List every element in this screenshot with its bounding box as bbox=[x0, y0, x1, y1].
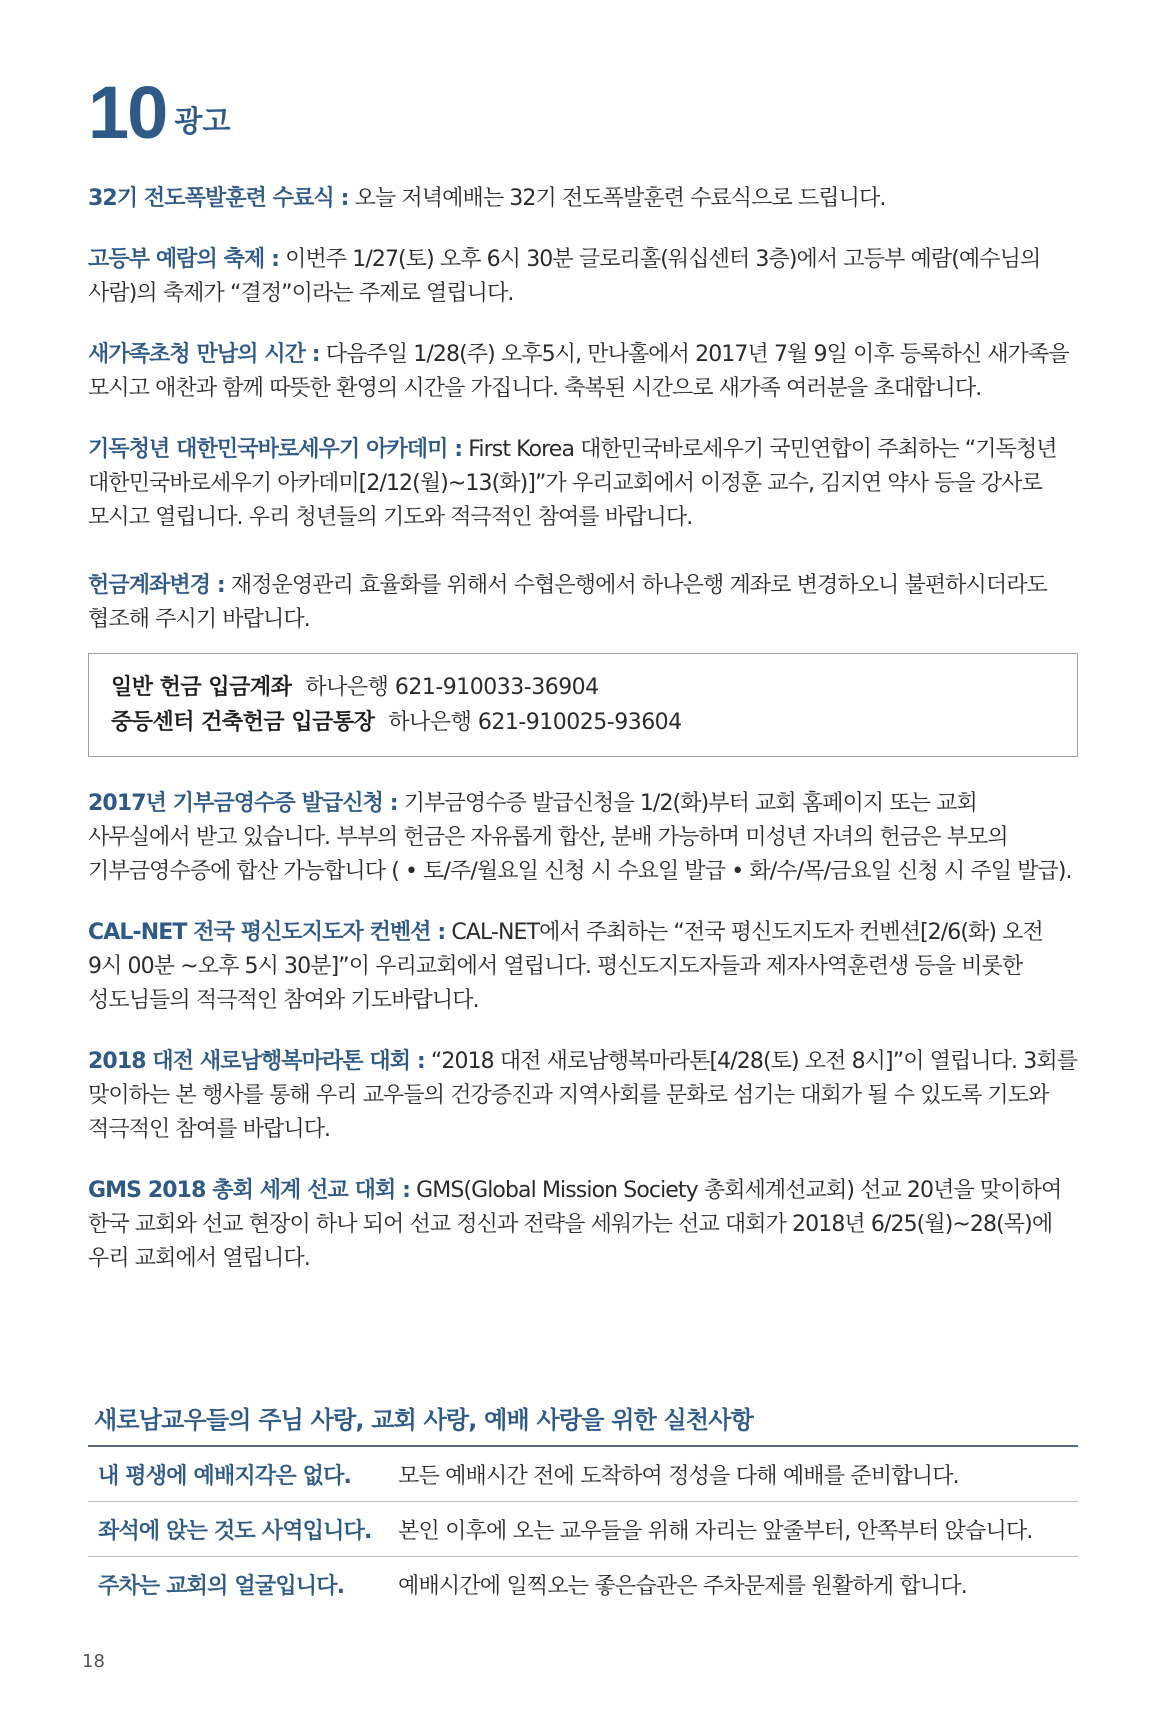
account-number: 하나은행 621-910033-36904 bbox=[305, 675, 599, 700]
notice-label: 새가족초청 만남의 시간 : bbox=[88, 342, 320, 367]
notice-label: 32기 전도폭발훈련 수료식 : bbox=[88, 186, 349, 211]
notice-text: CAL-NET에서 주최하는 “전국 평신도지도자 컨벤션[2/6(화) 오전 9시 00분 ~오후 5시 30분]”이 우리교회에서 열립니다. 평신도지도자들과 제자사역훈련생 등을 비롯한 성도님들의 적극적인 참여와 기도바랍니다. bbox=[88, 920, 1043, 1013]
notice-text: 재정운영관리 효율화를 위해서 수협은행에서 하나은행 계좌로 변경하오니 불편하시더라도 협조해 주시기 바랍니다. bbox=[88, 573, 1047, 632]
notice-item bbox=[88, 569, 1078, 637]
notice-item bbox=[88, 338, 1078, 406]
notice-text: 이번주 1/27(토) 오후 6시 30분 글로리홀(워십센터 3층)에서 고등부 예람(예수님의 사람)의 축제가 “결정”이라는 주제로 열립니다. bbox=[88, 247, 1041, 306]
notice-item bbox=[88, 243, 1078, 311]
practice-value: 본인 이후에 오는 교우들을 위해 자리는 앞줄부터, 안쪽부터 앉습니다. bbox=[398, 1518, 1033, 1544]
practice-key: 주차는 교회의 얼굴입니다. bbox=[98, 1573, 345, 1599]
notice-label: 헌금계좌변경 : bbox=[88, 573, 225, 598]
page-number: 18 bbox=[82, 1651, 105, 1672]
notice-item bbox=[88, 916, 1078, 1018]
practice-value: 모든 예배시간 전에 도착하여 정성을 다해 예배를 준비합니다. bbox=[398, 1463, 959, 1489]
account-label: 중등센터 건축헌금 입금통장 bbox=[111, 710, 375, 735]
notice-text: First Korea 대한민국바로세우기 국민연합이 주최하는 “기독청년 대한민국바로세우기 아카데미[2/12(월)~13(화)]”가 우리교회에서 이정훈 교수, 김지연 약사 등을 강사로 모시고 열립니다. 우리 청년들의 기도와 적극적인 참여를 바랍니다. bbox=[88, 437, 1057, 530]
section-header bbox=[88, 71, 231, 154]
notice-text: GMS(Global Mission Society 총회세계선교회) 선교 20년을 맞이하여 한국 교회와 선교 현장이 하나 되어 선교 정신과 전략을 세워가는 선교 대회가 2018년 6/25(월)~28(목)에 우리 교회에서 열립니다. bbox=[88, 1178, 1062, 1271]
notice-text: 기부금영수증 발급신청을 1/2(화)부터 교회 홈페이지 또는 교회 사무실에서 받고 있습니다. 부부의 헌금은 자유롭게 합산, 분배 가능하며 미성년 자녀의 헌금은 부모의 기부금영수증에 합산 가능합니다 ( • 토/주/월요일 신청 시 수요일 발급 • 화/수/목/금요일 신청 시 주일 발급). bbox=[88, 791, 1072, 884]
notice-label: 2018 대전 새로남행복마라톤 대회 : bbox=[88, 1049, 425, 1074]
notice-text: 오늘 저녁예배는 32기 전도폭발훈련 수료식으로 드립니다. bbox=[348, 186, 886, 211]
practice-title: 새로남교우들의 주님 사랑, 교회 사랑, 예배 사랑을 위한 실천사항 bbox=[88, 1400, 1078, 1447]
notice-text: “2018 대전 새로남행복마라톤[4/28(토) 오전 8시]”이 열립니다. 3회를 맞이하는 본 행사를 통해 우리 교우들의 건강증진과 지역사회를 문화로 섬기는 대회가 될 수 있도록 기도와 적극적인 참여를 바랍니다. bbox=[88, 1049, 1078, 1142]
section-title: 광고 bbox=[174, 104, 231, 138]
account-label: 일반 헌금 입금계좌 bbox=[111, 675, 292, 700]
notice-item bbox=[88, 1045, 1078, 1147]
notice-label: GMS 2018 총회 세계 선교 대회 : bbox=[88, 1178, 410, 1203]
practice-value: 예배시간에 일찍오는 좋은습관은 주차문제를 원활하게 합니다. bbox=[398, 1573, 967, 1599]
notice-list bbox=[88, 182, 1078, 1276]
account-box bbox=[88, 653, 1078, 757]
practice-key: 좌석에 앉는 것도 사역입니다. bbox=[98, 1518, 372, 1544]
notice-label: 2017년 기부금영수증 발급신청 : bbox=[88, 791, 398, 816]
notice-label: CAL-NET 전국 평신도지도자 컨벤션 : bbox=[88, 920, 446, 945]
notice-label: 고등부 예람의 축제 : bbox=[88, 247, 279, 272]
practice-row bbox=[88, 1447, 1078, 1502]
practice-row bbox=[88, 1502, 1078, 1557]
account-row bbox=[111, 670, 1055, 705]
notice-item bbox=[88, 433, 1078, 535]
notice-item bbox=[88, 182, 1078, 216]
practice-table bbox=[88, 1400, 1078, 1611]
section-number: 10 bbox=[88, 71, 167, 154]
practice-row bbox=[88, 1557, 1078, 1611]
notice-item bbox=[88, 1174, 1078, 1276]
notice-text: 다음주일 1/28(주) 오후5시, 만나홀에서 2017년 7월 9일 이후 등록하신 새가족을 모시고 애찬과 함께 따뜻한 환영의 시간을 가집니다. 축복된 시간으로 새가족 여러분을 초대합니다. bbox=[88, 342, 1069, 401]
notice-item bbox=[88, 787, 1078, 889]
notice-label: 기독청년 대한민국바로세우기 아카데미 : bbox=[88, 437, 463, 462]
account-number: 하나은행 621-910025-93604 bbox=[388, 710, 682, 735]
practice-key: 내 평생에 예배지각은 없다. bbox=[98, 1463, 352, 1489]
account-row bbox=[111, 705, 1055, 740]
